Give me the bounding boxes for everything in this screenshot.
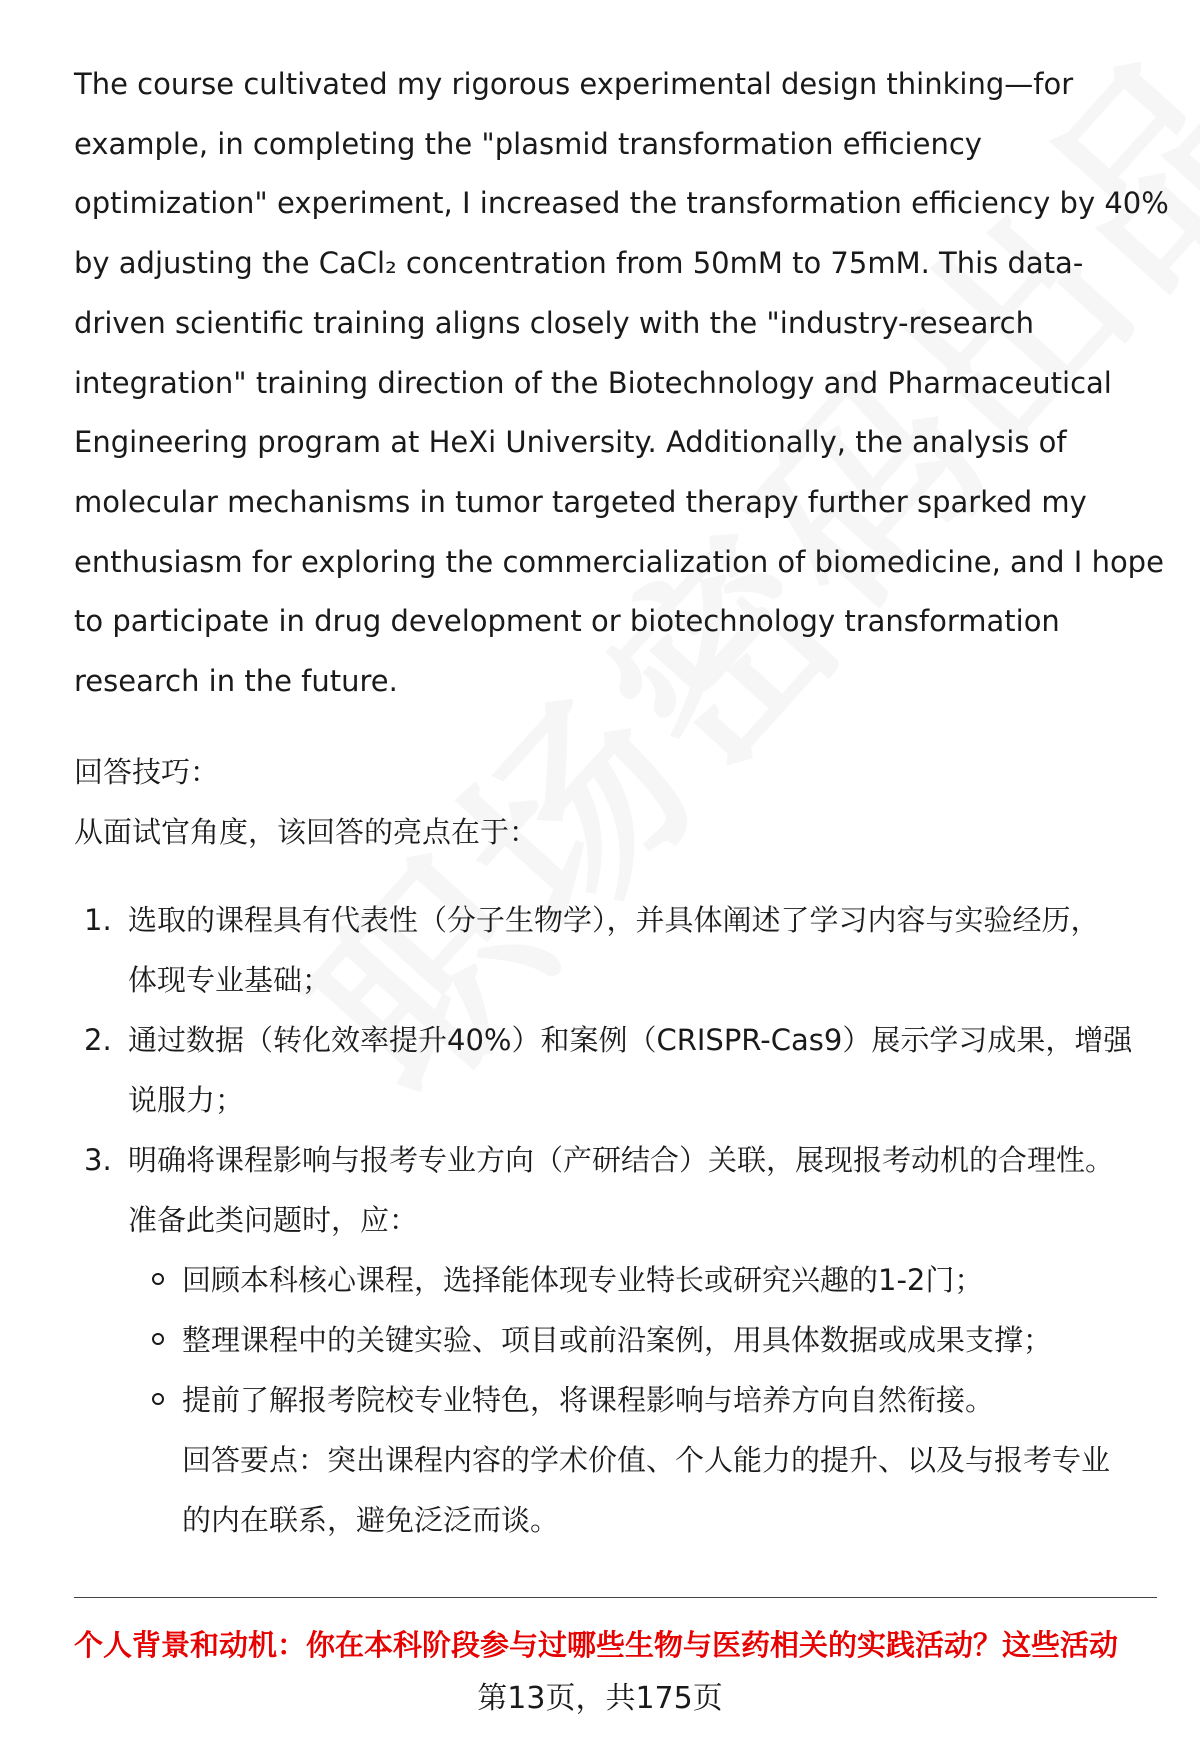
list-item — [74, 1130, 1154, 1190]
list-item — [74, 1250, 1154, 1310]
list-item — [74, 1310, 1154, 1370]
paragraph-line: example, in completing the "plasmid transformation efficiency — [74, 126, 982, 161]
next-question-heading: 个人背景和动机：你在本科阶段参与过哪些生物与医药相关的实践活动？这些活动 — [74, 1628, 1119, 1662]
answer-paragraph — [74, 55, 1169, 712]
paragraph-line: molecular mechanisms in tumor targeted therapy further sparked my — [74, 484, 1087, 519]
prep-bullet-list — [74, 1250, 1154, 1430]
list-number: 2. — [84, 1023, 112, 1057]
paragraph-line: driven scientific training aligns closely with the "industry-research — [74, 305, 1034, 340]
key-points — [74, 1430, 1154, 1550]
list-item — [74, 1370, 1154, 1430]
list-item — [74, 1010, 1154, 1130]
paragraph-line: The course cultivated my rigorous experimental design thinking—for — [74, 67, 1074, 101]
highlights-list — [74, 890, 1154, 1550]
tips-heading: 回答技巧： — [74, 755, 220, 789]
bullet-text: 提前了解报考院校专业特色，将课程影响与培养方向自然衔接。 — [182, 1383, 995, 1417]
list-item-line: 体现专业基础； — [128, 963, 332, 997]
list-number: 1. — [84, 903, 112, 937]
page-number: 第13页，共175页 — [477, 1681, 723, 1716]
paragraph-line: by adjusting the CaCl₂ concentration from 50mM to 75mM. This data- — [74, 246, 1084, 281]
paragraph-line: research in the future. — [74, 664, 398, 699]
bullet-list-container — [74, 1250, 1154, 1430]
section-divider — [74, 1597, 1157, 1598]
hollow-bullet-icon — [152, 1393, 164, 1405]
list-item-line: 选取的课程具有代表性（分子生物学），并具体阐述了学习内容与实验经历， — [128, 903, 1100, 937]
bullet-text: 整理课程中的关键实验、项目或前沿案例，用具体数据或成果支撑； — [182, 1323, 1053, 1357]
paragraph-line: Engineering program at HeXi University. Additionally, the analysis of — [74, 425, 1067, 460]
paragraph-line: optimization" experiment, I increased the transformation efficiency by 40% — [74, 186, 1169, 221]
list-item-line: 明确将课程影响与报考专业方向（产研结合）关联，展现报考动机的合理性。 — [128, 1143, 1115, 1177]
paragraph-line: enthusiasm for exploring the commercialization of biomedicine, and I hope — [74, 544, 1164, 579]
prep-intro: 准备此类问题时，应： — [128, 1203, 419, 1237]
list-number: 3. — [84, 1143, 112, 1177]
hollow-bullet-icon — [152, 1333, 164, 1345]
key-points-line: 回答要点：突出课程内容的学术价值、个人能力的提升、以及与报考专业 — [182, 1443, 1111, 1477]
key-points-line: 的内在联系，避免泛泛而谈。 — [182, 1503, 560, 1537]
paragraph-line: integration" training direction of the Biotechnology and Pharmaceutical — [74, 365, 1112, 400]
list-item-line: 通过数据（转化效率提升40%）和案例（CRISPR-Cas9）展示学习成果，增强 — [128, 1023, 1133, 1057]
list-item-line: 说服力； — [128, 1083, 245, 1117]
hollow-bullet-icon — [152, 1273, 164, 1285]
bullet-text: 回顾本科核心课程，选择能体现专业特长或研究兴趣的1-2门； — [182, 1263, 984, 1297]
paragraph-line: to participate in drug development or biotechnology transformation — [74, 604, 1060, 639]
list-item — [74, 890, 1154, 1010]
tips-intro: 从面试官角度，该回答的亮点在于： — [74, 815, 539, 849]
